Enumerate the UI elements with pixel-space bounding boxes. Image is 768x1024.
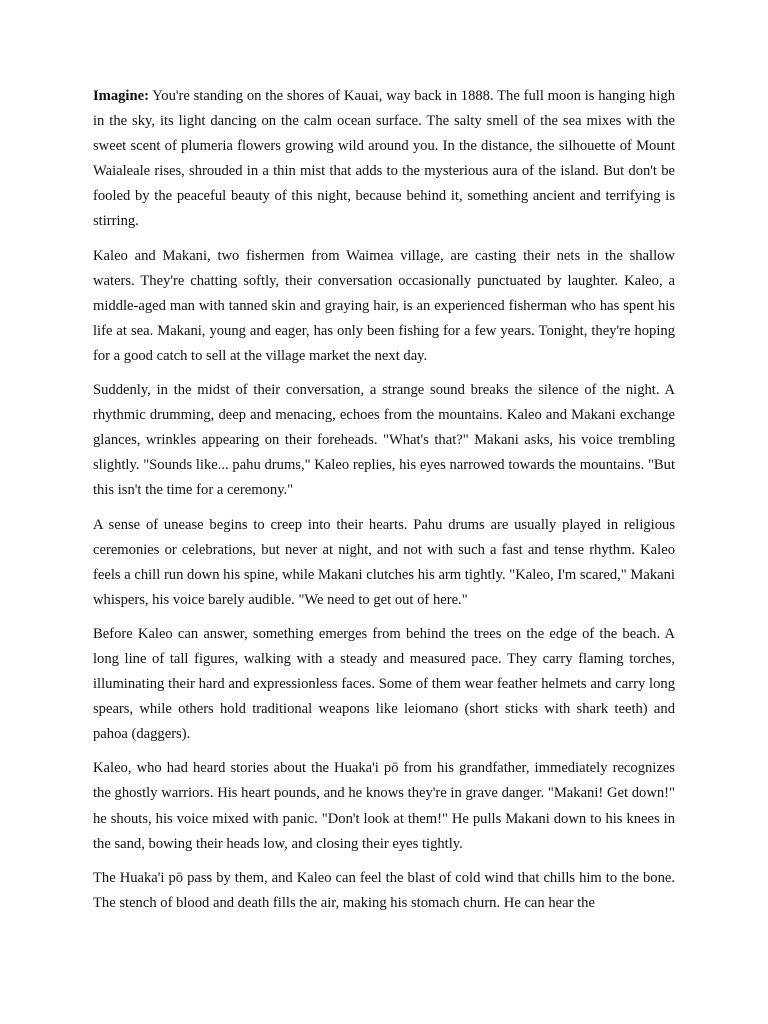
paragraph-2: Kaleo and Makani, two fishermen from Waimea village, are casting their nets in the shallow waters. They're chatting softly, their conversation occasionally punctuated by laughter. Kaleo, a middle-aged man with tanned skin and graying hair, is an experienced fisherman who has spent his life at sea. Makani, young and eager, has only been fishing for a few years. Tonight, they're hoping for a good catch to sell at the village market the next day. <box>93 247 675 364</box>
paragraph-1-text: You're standing on the shores of Kauai, way back in 1888. The full moon is hanging high in the sky, its light dancing on the calm ocean surface. The salty smell of the sea mixes with the sweet scent of plumeria flowers growing wild around you. In the distance, the silhouette of Mount Waialeale rises, shrouded in a thin mist that adds to the mysterious aura of the island. But don't be fooled by the peaceful beauty of this night, because behind it, something ancient and terrifying is stirring. <box>93 88 675 230</box>
paragraph-7: The Huaka'i pō pass by them, and Kaleo can feel the blast of cold wind that chills him to the bone. The stench of blood and death fills the air, making his stomach churn. He can hear the <box>93 869 675 911</box>
paragraph-5: Before Kaleo can answer, something emerges from behind the trees on the edge of the beach. A long line of tall figures, walking with a steady and measured pace. They carry flaming torches, illuminating their hard and expressionless faces. Some of them wear feather helmets and carry long spears, while others hold traditional weapons like leiomano (short sticks with shark teeth) and pahoa (daggers). <box>93 625 675 743</box>
lead-label: Imagine: <box>93 88 149 104</box>
paragraph-3: Suddenly, in the midst of their conversation, a strange sound breaks the silence of the night. A rhythmic drumming, deep and menacing, echoes from the mountains. Kaleo and Makani exchange glances, wrinkles appearing on their foreheads. "What's that?" Makani asks, his voice trembling slightly. "Sounds like... pahu drums," Kaleo replies, his eyes narrowed towards the mountains. "But this isn't the time for a ceremony." <box>93 382 675 499</box>
paragraph-6: Kaleo, who had heard stories about the Huaka'i pō from his grandfather, immediately recognizes the ghostly warriors. His heart pounds, and he knows they're in grave danger. "Makani! Get down!" he shouts, his voice mixed with panic. "Don't look at them!" He pulls Makani down to his knees in the sand, bowing their heads low, and closing their eyes tightly. <box>93 760 675 852</box>
document-page <box>93 84 675 925</box>
paragraph-4: A sense of unease begins to creep into their hearts. Pahu drums are usually played in religious ceremonies or celebrations, but never at night, and not with such a fast and tense rhythm. Kaleo feels a chill run down his spine, while Makani clutches his arm tightly. "Kaleo, I'm scared," Makani whispers, his voice barely audible. "We need to get out of here." <box>93 516 675 608</box>
paragraph-1 <box>93 84 675 235</box>
